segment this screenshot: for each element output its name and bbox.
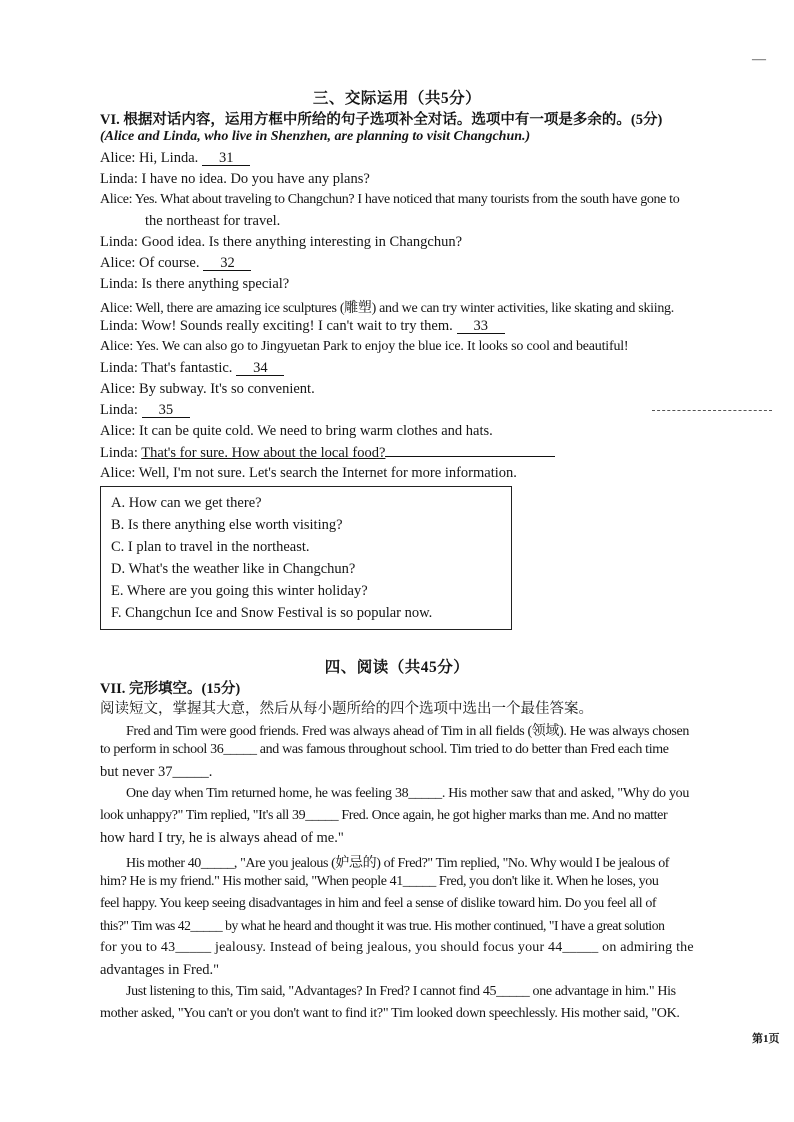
dialogue-line-12: Linda: 35 [100,402,190,419]
cloze-line-3: but never 37_____. [100,764,213,780]
blank-35[interactable]: 35 [142,403,190,418]
dialogue-line-14: Linda: That's for sure. How about the local food? [100,444,555,462]
blank-34[interactable]: 34 [236,361,284,376]
cloze-line-5: look unhappy?" Tim replied, "It's all 39_____ Fred. Once again, he got higher marks than me. And no matter [100,808,668,823]
dialogue-line-1: Alice: Hi, Linda. 31 [100,150,250,167]
dialogue-line-11: Alice: By subway. It's so convenient. [100,381,315,397]
dialogue-line-3-continued: the northeast for travel. [145,213,281,229]
cloze-line-2: to perform in school 36_____ and was famous throughout school. Tim tried to do better than Fred each time [100,742,669,757]
margin-dashed-line [652,410,772,411]
cloze-line-11: for you to 43_____ jealousy. Instead of being jealous, you should focus your 44_____ on admiring the [100,940,694,955]
dialogue-line-13: Alice: It can be quite cold. We need to bring warm clothes and hats. [100,423,493,439]
option-e: E. Where are you going this winter holiday? [111,583,368,599]
cloze-instruction: 阅读短文，掌握其大意，然后从每小题所给的四个选项中选出一个最佳答案。 [100,701,593,717]
section4-title: 四、阅读（共45分） [324,659,470,676]
section4-heading: VII. 完形填空。(15分) [100,681,241,697]
option-c: C. I plan to travel in the northeast. [111,539,310,555]
dialogue-context-note: (Alice and Linda, who live in Shenzhen, are planning to visit Changchun.) [100,129,531,144]
dialogue-line-3: Alice: Yes. What about traveling to Changchun? I have noticed that many tourists from the south have gone to [100,192,680,207]
dialogue-line-7: Alice: Well, there are amazing ice sculptures (雕塑) and we can try winter activities, like skating and skiing. [100,301,674,316]
cloze-line-4: One day when Tim returned home, he was feeling 38_____. His mother saw that and asked, "Why do you [126,786,690,801]
blank-33[interactable]: 33 [457,319,505,334]
dialogue-line-10: Linda: That's fantastic. 34 [100,360,284,377]
dialogue-line-15: Alice: Well, I'm not sure. Let's search the Internet for more information. [100,465,517,481]
option-a: A. How can we get there? [111,495,262,511]
dialogue-line-2: Linda: I have no idea. Do you have any plans? [100,171,370,187]
cloze-line-8: him? He is my friend." His mother said, "When people 41_____ Fred, you don't like it. When he loses, you [100,874,659,889]
cloze-line-14: mother asked, "You can't or you don't want to find it?" Tim looked down speechlessly. His mother said, "OK. [100,1006,680,1021]
dialogue-line-5: Alice: Of course. 32 [100,255,251,272]
blank-32[interactable]: 32 [203,256,251,271]
cloze-line-12: advantages in Fred." [100,962,220,978]
option-d: D. What's the weather like in Changchun? [111,561,356,577]
cloze-line-7: His mother 40_____, "Are you jealous (妒忌的) of Fred?" Tim replied, "No. Why would I be jealous of [126,856,670,871]
dialogue-line-4: Linda: Good idea. Is there anything interesting in Changchun? [100,234,463,250]
section3-heading: VI. 根据对话内容，运用方框中所给的句子选项补全对话。选项中有一项是多余的。(5分) [100,112,663,128]
corner-mark: — [752,52,766,67]
options-box [100,486,512,630]
section3-title: 三、交际运用（共5分） [312,90,482,107]
cloze-line-6: how hard I try, he is always ahead of me." [100,830,344,846]
underlined-sentence: That's for sure. How about the local food? [141,445,386,461]
cloze-line-9: feel happy. You keep seeing disadvantages in him and feel a sense of dislike toward him. Do you feel all of [100,896,657,911]
dialogue-line-8: Linda: Wow! Sounds really exciting! I can't wait to try them. 33 [100,318,505,335]
answer-line [385,444,555,457]
option-b: B. Is there anything else worth visiting? [111,517,343,533]
option-f: F. Changchun Ice and Snow Festival is so popular now. [111,605,433,621]
page-number: 第1页 [752,1033,780,1045]
cloze-line-13: Just listening to this, Tim said, "Advantages? In Fred? I cannot find 45_____ one advantage in him." His [126,984,676,999]
dialogue-line-9: Alice: Yes. We can also go to Jingyuetan Park to enjoy the blue ice. It looks so cool and beautiful! [100,339,629,354]
cloze-line-1: Fred and Tim were good friends. Fred was always ahead of Tim in all fields (领域). He was always chosen [126,724,690,739]
blank-31[interactable]: 31 [202,151,250,166]
cloze-line-10: this?" Tim was 42_____ by what he heard and thought it was true. His mother continued, "I have a great solution [100,918,665,933]
dialogue-line-6: Linda: Is there anything special? [100,276,290,292]
